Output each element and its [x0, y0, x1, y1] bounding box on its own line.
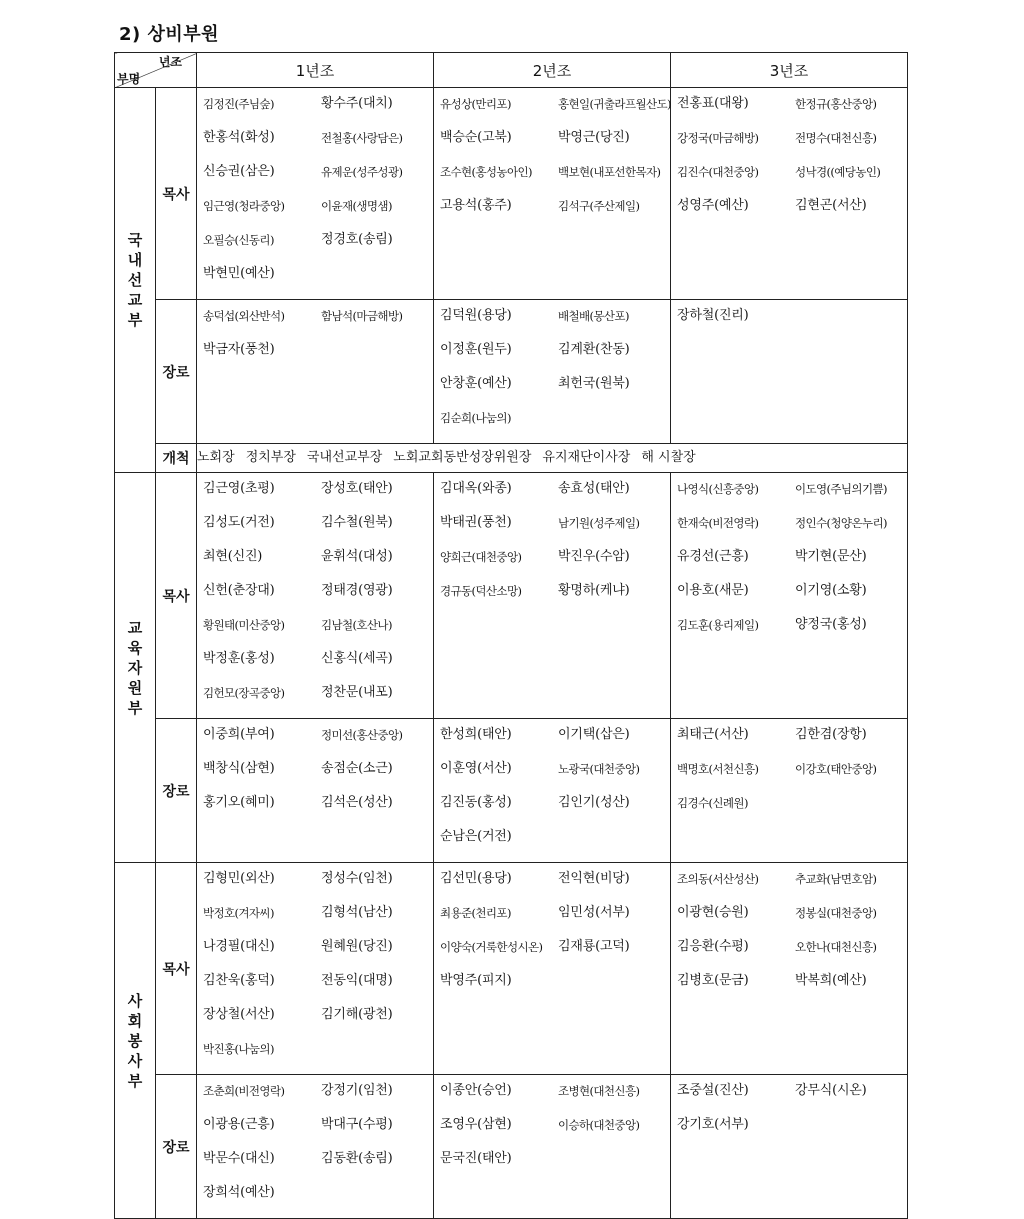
pioneer-ex-officio-list: [197, 444, 908, 473]
member-name: 조영우(삼현): [440, 1117, 512, 1132]
member-name: 정성수(임천): [321, 871, 393, 886]
member-name: 황명하(케냐): [558, 583, 630, 598]
member-name: 송효성(태안): [558, 481, 630, 496]
member-list: [434, 473, 670, 616]
member-name: 김동환(송림): [321, 1151, 393, 1166]
role-label: 장로: [156, 300, 197, 444]
member-name: 추교화(남면호암): [795, 872, 877, 886]
member-name: 한정규(홍산중앙): [795, 97, 877, 111]
member-name: 김응환(수평): [677, 939, 749, 954]
member-name: 전명수(대천신흥): [795, 131, 877, 145]
department-name: [115, 863, 156, 1219]
member-name: 조중설(진산): [677, 1083, 749, 1098]
member-list: [671, 88, 907, 231]
member-name: 송덕섭(외산반석): [203, 309, 285, 323]
year-1-members-cell: [197, 863, 434, 1075]
year-3-members-cell: [671, 473, 908, 719]
member-name: 정미선(홍산중앙): [321, 728, 403, 742]
member-name: 배철배(몽산포): [558, 309, 629, 323]
member-name: 유제운(성주성광): [321, 165, 403, 179]
member-name: 이중희(부여): [203, 727, 275, 742]
member-name: 유경선(근흥): [677, 549, 749, 564]
member-name: 나영식(신흥중앙): [677, 482, 759, 496]
department-label: 교육자원부: [127, 618, 143, 717]
section-title: 2) 상비부원: [119, 24, 220, 45]
member-name: 김석은(성산): [321, 795, 393, 810]
department-label: 사회봉사부: [127, 991, 143, 1090]
member-name: 이도영(주님의기쁨): [795, 482, 887, 496]
member-name: 한재숙(비전영락): [677, 516, 759, 530]
member-name: 최현(신진): [203, 549, 263, 564]
member-name: 박대구(수평): [321, 1117, 393, 1132]
member-name: 김정진(주님숲): [203, 97, 274, 111]
member-name: 백명호(서천신흥): [677, 762, 759, 776]
member-name: 박영근(당진): [558, 130, 630, 145]
member-name: 김형민(외산): [203, 871, 275, 886]
member-name: 박현민(예산): [203, 266, 275, 281]
member-name: 최태근(서산): [677, 727, 749, 742]
department-name: [115, 473, 156, 863]
member-name: 박태권(풍천): [440, 515, 512, 530]
member-list: [197, 88, 433, 299]
member-name: 김헌모(장곡중앙): [203, 686, 285, 700]
member-name: 조춘희(비전영락): [203, 1084, 285, 1098]
year-1-members-cell: [197, 1075, 434, 1219]
member-name: 박정훈(홍성): [203, 651, 275, 666]
department-name: [115, 88, 156, 473]
member-name: 원혜원(당진): [321, 939, 393, 954]
member-name: 이정훈(원두): [440, 342, 512, 357]
roster-body: [115, 88, 908, 1219]
member-name: 장희석(예산): [203, 1185, 275, 1200]
member-name: 김찬욱(홍덕): [203, 973, 275, 988]
member-name: 안창훈(예산): [440, 376, 512, 391]
roster-row: [115, 88, 908, 300]
member-name: 박기현(문산): [795, 549, 867, 564]
ex-officio-title: 국내선교부장: [306, 450, 383, 465]
member-name: 정경호(송림): [321, 232, 393, 247]
member-name: 박진우(수암): [558, 549, 630, 564]
member-name: 백창식(삼현): [203, 761, 275, 776]
member-name: 홍현일(귀출라프월산도): [558, 97, 671, 111]
member-name: 김석구(주산제일): [558, 199, 640, 213]
member-name: 이강호(태안중앙): [795, 762, 877, 776]
member-name: 박영주(피지): [440, 973, 512, 988]
member-name: 신승권(삼은): [203, 164, 275, 179]
member-list: [671, 300, 907, 341]
member-name: 전동익(대명): [321, 973, 393, 988]
year-2-members-cell: [434, 88, 671, 300]
ex-officio-title: 유지재단이사장: [542, 450, 631, 465]
member-name: 김진동(홍성): [440, 795, 512, 810]
member-name: 임민성(서부): [558, 905, 630, 920]
header-year-1: 1년조: [197, 53, 434, 88]
member-name: 신헌(춘장대): [203, 583, 275, 598]
role-label: 장로: [156, 719, 197, 863]
member-name: 김형석(남산): [321, 905, 393, 920]
member-name: 정봉실(대천중앙): [795, 906, 877, 920]
member-list: [197, 300, 433, 375]
header-year-3: 3년조: [671, 53, 908, 88]
member-name: 최헌국(원북): [558, 376, 630, 391]
member-name: 전익현(비당): [558, 871, 630, 886]
year-1-members-cell: [197, 88, 434, 300]
member-list: [434, 719, 670, 862]
member-name: 전홍표(대왕): [677, 96, 749, 111]
member-name: 조수현(홍성농아인): [440, 165, 532, 179]
member-name: 황원태(미산중앙): [203, 618, 285, 632]
year-3-members-cell: [671, 863, 908, 1075]
member-name: 김병호(문금): [677, 973, 749, 988]
member-name: 박문수(대신): [203, 1151, 275, 1166]
member-name: 함남석(마금해방): [321, 309, 403, 323]
member-name: 순남은(거전): [440, 829, 512, 844]
role-label: 목사: [156, 88, 197, 300]
member-name: 강무식(시온): [795, 1083, 867, 1098]
member-name: 백승순(고북): [440, 130, 512, 145]
member-name: 오한나(대천신흥): [795, 940, 877, 954]
ex-officio-title: 노회장: [197, 450, 235, 465]
member-name: 성낙경((예당농인): [795, 165, 881, 179]
member-name: 박진홍(나눔의): [203, 1042, 274, 1056]
year-1-members-cell: [197, 719, 434, 863]
member-list: [197, 719, 433, 828]
member-name: 김계환(찬동): [558, 342, 630, 357]
member-name: 최용준(천리포): [440, 906, 511, 920]
member-name: 한홍석(화성): [203, 130, 275, 145]
member-name: 장상철(서산): [203, 1007, 275, 1022]
member-name: 홍기오(혜미): [203, 795, 275, 810]
member-name: 강정국(마금해방): [677, 131, 759, 145]
member-name: 조병현(대천신흥): [558, 1084, 640, 1098]
year-2-members-cell: [434, 1075, 671, 1219]
member-name: 김덕원(용당): [440, 308, 512, 323]
member-name: 김근영(초평): [203, 481, 275, 496]
year-2-members-cell: [434, 473, 671, 719]
member-list: [434, 1075, 670, 1184]
member-name: 정찬문(내포): [321, 685, 393, 700]
year-1-members-cell: [197, 300, 434, 444]
roster-row: [115, 444, 908, 473]
member-name: 경규동(덕산소망): [440, 584, 522, 598]
member-name: 조의동(서산성산): [677, 872, 759, 886]
member-list: [197, 473, 433, 718]
member-list: [434, 300, 670, 443]
member-name: 이광현(승원): [677, 905, 749, 920]
member-name: 김성도(거전): [203, 515, 275, 530]
role-label: 개척: [156, 444, 197, 473]
member-name: 장성호(태안): [321, 481, 393, 496]
member-name: 오필승(신동리): [203, 233, 274, 247]
member-name: 강정기(임천): [321, 1083, 393, 1098]
member-name: 양희근(대천중앙): [440, 550, 522, 564]
member-name: 백보현(내포선한목자): [558, 165, 661, 179]
role-label: 목사: [156, 473, 197, 719]
year-1-members-cell: [197, 473, 434, 719]
member-list: [197, 1075, 433, 1218]
header-corner-cell: [115, 53, 197, 88]
year-3-members-cell: [671, 300, 908, 444]
year-3-members-cell: [671, 719, 908, 863]
roster-row: [115, 863, 908, 1075]
ex-officio-title: 해 시찰장: [641, 450, 696, 465]
header-year-2: 2년조: [434, 53, 671, 88]
member-name: 박복희(예산): [795, 973, 867, 988]
member-name: 김대옥(와종): [440, 481, 512, 496]
roster-row: [115, 719, 908, 863]
member-name: 강기호(서부): [677, 1117, 749, 1132]
year-2-members-cell: [434, 300, 671, 444]
member-name: 김수철(원북): [321, 515, 393, 530]
member-name: 김선민(용당): [440, 871, 512, 886]
member-name: 김기해(광천): [321, 1007, 393, 1022]
member-name: 이기영(소황): [795, 583, 867, 598]
roster-row: [115, 1075, 908, 1219]
member-name: 황수주(대치): [321, 96, 393, 111]
member-name: 노광국(대천중앙): [558, 762, 640, 776]
member-name: 이윤재(생명샘): [321, 199, 392, 213]
year-3-members-cell: [671, 1075, 908, 1219]
member-name: 신홍식(세곡): [321, 651, 393, 666]
year-2-members-cell: [434, 719, 671, 863]
member-name: 김경수(신례원): [677, 796, 748, 810]
member-name: 한성희(태안): [440, 727, 512, 742]
member-name: 김인기(성산): [558, 795, 630, 810]
member-name: 이종안(승언): [440, 1083, 512, 1098]
corner-year-label: 년조: [158, 55, 182, 69]
member-list: [434, 88, 670, 231]
member-name: 정인수(청양온누리): [795, 516, 887, 530]
year-2-members-cell: [434, 863, 671, 1075]
member-name: 이양숙(거룩한성시온): [440, 940, 543, 954]
member-name: 장하철(진리): [677, 308, 749, 323]
member-name: 임근영(청라중앙): [203, 199, 285, 213]
member-name: 양정국(홍성): [795, 617, 867, 632]
member-list: [671, 1075, 907, 1150]
member-name: 김현곤(서산): [795, 198, 867, 213]
year-3-members-cell: [671, 88, 908, 300]
member-name: 김남철(호산나): [321, 618, 392, 632]
department-label: 국내선교부: [127, 231, 143, 329]
ex-officio-title: 정치부장: [245, 450, 296, 465]
corner-dept-label: 부명: [117, 72, 141, 86]
member-name: 성영주(예산): [677, 198, 749, 213]
member-name: 박금자(풍천): [203, 342, 275, 357]
member-name: 남기원(성주제일): [558, 516, 640, 530]
member-list: [671, 863, 907, 1006]
roster-row: [115, 300, 908, 444]
member-name: 김한겸(장항): [795, 727, 867, 742]
role-label: 목사: [156, 863, 197, 1075]
member-name: 정태경(영광): [321, 583, 393, 598]
member-list: [671, 719, 907, 828]
member-name: 박정호(겨자씨): [203, 906, 274, 920]
member-name: 이승하(대천중앙): [558, 1118, 640, 1132]
member-name: 고용석(홍주): [440, 198, 512, 213]
roster-row: [115, 473, 908, 719]
member-name: 김재룡(고덕): [558, 939, 630, 954]
member-name: 김진수(대천중앙): [677, 165, 759, 179]
member-name: 이훈영(서산): [440, 761, 512, 776]
member-name: 송점순(소근): [321, 761, 393, 776]
member-name: 유성상(만리포): [440, 97, 511, 111]
member-name: 김순희(나눔의): [440, 411, 511, 425]
member-list: [197, 863, 433, 1074]
role-label: 장로: [156, 1075, 197, 1219]
member-name: 이기택(삽은): [558, 727, 630, 742]
member-list: [434, 863, 670, 1006]
member-name: 이용호(새문): [677, 583, 749, 598]
member-name: 윤휘석(대성): [321, 549, 393, 564]
member-list: [671, 473, 907, 650]
member-name: 김도훈(용리제일): [677, 618, 759, 632]
member-name: 전철홍(사랑담은): [321, 131, 403, 145]
member-name: 이광용(근흥): [203, 1117, 275, 1132]
member-name: 나경필(대신): [203, 939, 275, 954]
committee-roster-table: [114, 52, 908, 1219]
ex-officio-title: 노회교회동반성장위원장: [393, 450, 532, 465]
member-name: 문국진(태안): [440, 1151, 512, 1166]
